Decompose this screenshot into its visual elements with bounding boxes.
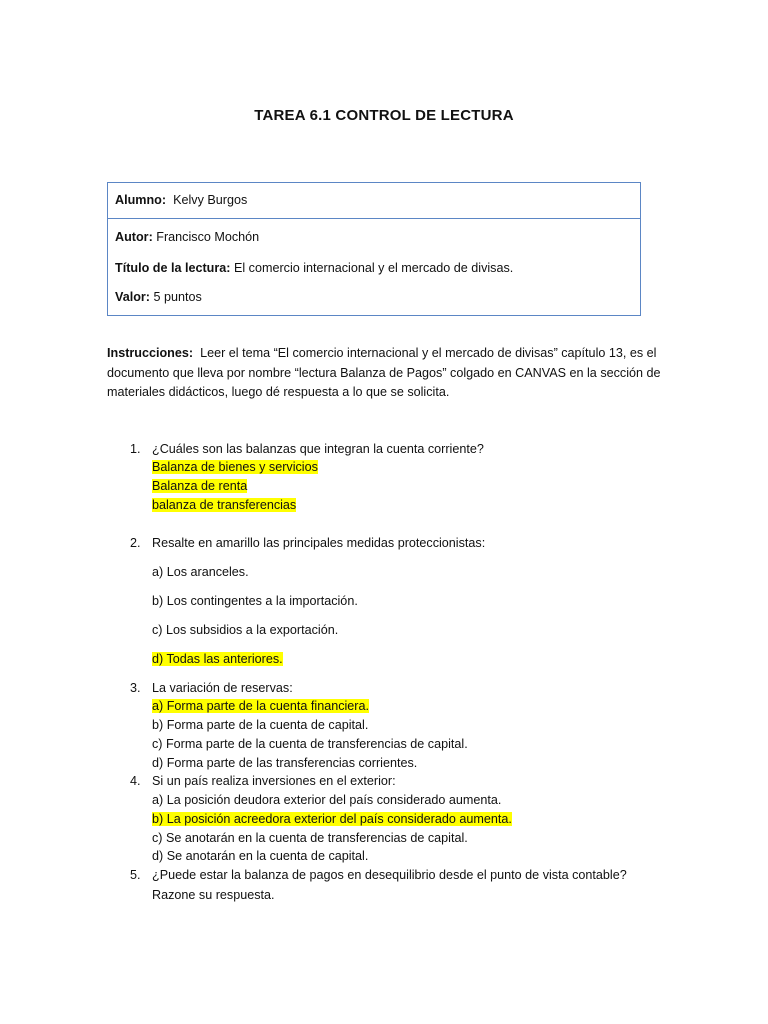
q4-number: 4. [130, 774, 141, 788]
q5-number: 5. [130, 868, 141, 882]
q4-option-a: a) La posición deudora exterior del país considerado aumenta. [152, 793, 502, 807]
titulo-label: Título de la lectura: [115, 261, 231, 275]
titulo-value: El comercio internacional y el mercado de divisas. [233, 261, 514, 275]
q2-option-b: b) Los contingentes a la importación. [152, 594, 358, 608]
valor-line [115, 290, 202, 304]
instructions-line-1 [107, 344, 667, 364]
instructions-line-2: documento que lleva por nombre “lectura Balanza de Pagos” colgado en CANVAS en la sección de [107, 365, 661, 380]
q1-answer-2: Balanza de renta [152, 479, 248, 493]
alumno-line [115, 193, 247, 207]
autor-label: Autor: [115, 230, 153, 244]
q1-answer-3: balanza de transferencias [152, 498, 297, 512]
q2-option-a: a) Los aranceles. [152, 565, 249, 579]
q4-option-c: c) Se anotarán en la cuenta de transferencias de capital. [152, 831, 468, 845]
autor-line [115, 230, 259, 244]
q1-question: ¿Cuáles son las balanzas que integran la cuenta corriente? [152, 442, 484, 456]
q2-option-d: d) Todas las anteriores. [152, 652, 283, 666]
q2-number: 2. [130, 536, 141, 550]
alumno-value: Kelvy Burgos [173, 193, 248, 207]
q5-question: ¿Puede estar la balanza de pagos en desequilibrio desde el punto de vista contable? [152, 868, 627, 882]
instructions-line-3: materiales didácticos, luego dé respuesta a lo que se solicita. [107, 385, 450, 399]
q3-number: 3. [130, 681, 141, 695]
alumno-label: Alumno: [115, 193, 167, 207]
q3-question: La variación de reservas: [152, 681, 293, 695]
alumno-row [108, 183, 640, 219]
titulo-line [115, 261, 513, 275]
valor-value: 5 puntos [153, 290, 202, 304]
student-info-box [107, 182, 641, 316]
q1-number: 1. [130, 442, 141, 456]
autor-value: Francisco Mochón [156, 230, 260, 244]
q4-option-d: d) Se anotarán en la cuenta de capital. [152, 849, 369, 863]
instructions-paragraph [107, 344, 667, 403]
q2-option-c: c) Los subsidios a la exportación. [152, 623, 339, 637]
q1-answer-1: Balanza de bienes y servicios [152, 460, 318, 474]
valor-label: Valor: [115, 290, 150, 304]
q3-option-c: c) Forma parte de la cuenta de transferencias de capital. [152, 737, 468, 751]
instructions-text-1: Leer el tema “El comercio internacional y el mercado de divisas” capítulo 13, es el [200, 346, 657, 360]
q3-option-b: b) Forma parte de la cuenta de capital. [152, 718, 369, 732]
q3-option-a: a) Forma parte de la cuenta financiera. [152, 699, 370, 713]
instructions-label: Instrucciones: [107, 346, 194, 360]
document-title: TAREA 6.1 CONTROL DE LECTURA [254, 107, 514, 124]
q4-question: Si un país realiza inversiones en el exterior: [152, 774, 396, 788]
q5-question-line-2: Razone su respuesta. [152, 888, 275, 902]
q3-option-d: d) Forma parte de las transferencias corrientes. [152, 756, 418, 770]
q4-option-b: b) La posición acreedora exterior del país considerado aumenta. [152, 812, 512, 826]
q2-question: Resalte en amarillo las principales medidas proteccionistas: [152, 536, 486, 550]
